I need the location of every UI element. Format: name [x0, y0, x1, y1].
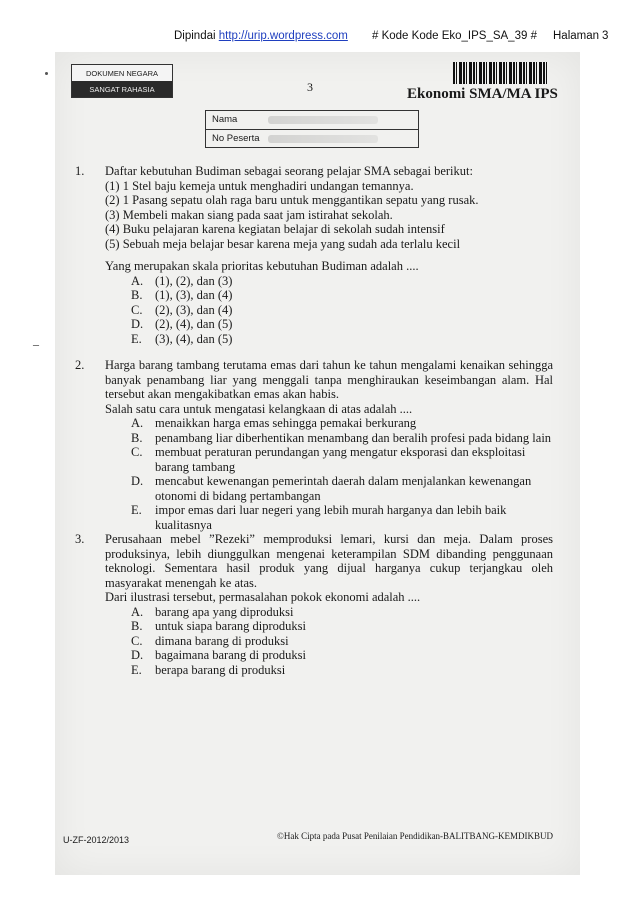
- option-letter: E.: [131, 331, 142, 346]
- need-list: [105, 179, 553, 252]
- question-number: 2.: [75, 358, 85, 372]
- name-label: Nama: [212, 114, 238, 125]
- participant-redacted: [268, 135, 378, 143]
- option-text: mencabut kewenangan pemerintah daerah dalam menjalankan kewenangan otonomi di bidang pertambangan: [155, 474, 532, 503]
- answer-option[interactable]: [105, 303, 553, 318]
- option-letter: A.: [131, 273, 144, 288]
- page-number: 3: [602, 30, 609, 42]
- question-prompt: Yang merupakan skala prioritas kebutuhan Budiman adalah ....: [105, 259, 419, 273]
- option-letter: E.: [131, 662, 142, 677]
- scan-speck: [45, 72, 48, 75]
- option-letter: B.: [131, 430, 143, 445]
- option-text: (1), (3), dan (4): [155, 288, 233, 302]
- list-item: (4) Buku pelajaran karena kegiatan belajar di sekolah sudah intensif: [105, 222, 445, 236]
- option-letter: D.: [131, 317, 144, 331]
- option-text: penambang liar diberhentikan menambang dan beralih profesi pada bidang lain: [155, 430, 552, 445]
- answer-option[interactable]: [105, 605, 553, 620]
- scan-page-number: 3: [307, 80, 313, 94]
- question-intro: Perusahaan mebel ”Rezeki” memproduksi lemari, kursi dan meja. Dalam proses produksinya, lebih diunggulkan mengenai keterampilan SDM dibanding penggunaan teknologi. Sementara hasil produk yang dijual harganya cukup terjangkau oleh masyarakat menengah ke atas.: [105, 532, 553, 590]
- option-letter: D.: [131, 648, 144, 662]
- answer-options: [105, 274, 553, 347]
- option-letter: D.: [131, 474, 144, 488]
- answer-option[interactable]: [105, 634, 553, 649]
- footer-copyright: ©Hak Cipta pada Pusat Penilaian Pendidikan-BALITBANG-KEMDIKBUD: [277, 831, 554, 841]
- list-item: (2) 1 Pasang sepatu olah raga baru untuk menggantikan sepatu yang rusak.: [105, 193, 479, 207]
- answer-option[interactable]: [105, 663, 553, 678]
- scan-prefix: Dipindai: [174, 30, 216, 42]
- page-label: Halaman: [553, 30, 600, 42]
- option-text: menaikkan harga emas sehingga pemakai berkurang: [155, 416, 417, 430]
- option-letter: B.: [131, 619, 143, 633]
- list-item: (3) Membeli makan siang pada saat jam istirahat sekolah.: [105, 207, 393, 222]
- option-text: berapa barang di produksi: [155, 662, 286, 677]
- classification-bottom: SANGAT RAHASIA: [72, 81, 172, 97]
- list-item: (1) 1 Stel baju kemeja untuk menghadiri undangan temannya.: [105, 178, 414, 193]
- option-text: barang apa yang diproduksi: [155, 604, 294, 619]
- option-letter: A.: [131, 604, 144, 619]
- answer-option[interactable]: [105, 474, 553, 503]
- answer-option[interactable]: [105, 332, 553, 347]
- question-intro: Daftar kebutuhan Budiman sebagai seorang pelajar SMA sebagai berikut:: [105, 164, 473, 178]
- footer-code: U-ZF-2012/2013: [63, 835, 130, 845]
- classification-box: [71, 64, 173, 98]
- option-letter: C.: [131, 445, 143, 459]
- option-text: (2), (3), dan (4): [155, 302, 233, 317]
- option-text: membuat peraturan perundangan yang mengatur eksporasi dan eksploitasi barang tambang: [155, 445, 526, 474]
- option-text: bagaimana barang di produksi: [155, 648, 306, 662]
- option-text: untuk siapa barang diproduksi: [155, 619, 307, 633]
- option-letter: C.: [131, 302, 143, 317]
- question-number: 1.: [75, 164, 85, 178]
- answer-option[interactable]: [105, 619, 553, 634]
- document-code: # Kode Kode Eko_IPS_SA_39 #: [372, 30, 537, 42]
- answer-option[interactable]: [105, 416, 553, 431]
- participant-label: No Peserta: [212, 133, 260, 144]
- scanned-page: [33, 52, 580, 875]
- margin-mark: –: [33, 337, 39, 351]
- identity-box: [205, 110, 419, 148]
- option-text: (3), (4), dan (5): [155, 331, 233, 346]
- name-row: [206, 111, 418, 129]
- option-text: (1), (2), dan (3): [155, 273, 233, 288]
- answer-option[interactable]: [105, 288, 553, 303]
- answer-option[interactable]: [105, 431, 553, 446]
- option-letter: E.: [131, 503, 142, 517]
- barcode-image: [453, 62, 549, 84]
- answer-options: [105, 605, 553, 678]
- list-item: (5) Sebuah meja belajar besar karena meja yang sudah ada terlalu kecil: [105, 236, 461, 251]
- option-text: (2), (4), dan (5): [155, 317, 233, 331]
- option-letter: B.: [131, 288, 143, 302]
- answer-option[interactable]: [105, 445, 553, 474]
- answer-option[interactable]: [105, 274, 553, 289]
- option-letter: C.: [131, 633, 143, 648]
- participant-row: [206, 129, 418, 148]
- classification-top: DOKUMEN NEGARA: [72, 65, 172, 81]
- answer-options: [105, 416, 553, 532]
- question-body: [105, 532, 553, 677]
- option-text: impor emas dari luar negeri yang lebih murah harganya dan lebih baik kualitasnya: [155, 503, 507, 532]
- answer-option[interactable]: [105, 317, 553, 332]
- subject-title: Ekonomi SMA/MA IPS: [407, 86, 558, 102]
- scan-url-link[interactable]: http://urip.wordpress.com: [218, 30, 348, 42]
- question-body: [105, 358, 553, 532]
- scan-credit: [174, 30, 348, 42]
- question-number: 3.: [75, 532, 85, 546]
- question-body: [105, 164, 553, 346]
- question-prompt: Salah satu cara untuk mengatasi kelangkaan di atas adalah ....: [105, 401, 413, 416]
- name-redacted: [268, 116, 378, 124]
- answer-option[interactable]: [105, 503, 553, 532]
- option-letter: A.: [131, 416, 144, 430]
- option-text: dimana barang di produksi: [155, 633, 289, 648]
- scan-header-bar: [0, 0, 638, 52]
- question-intro: Harga barang tambang terutama emas dari tahun ke tahun mengalami kenaikan sehingga banyak penambang liar yang menggali tanpa menghiraukan keseimbangan alam. Hal tersebut akan mengakibatkan emas akan habis.: [105, 358, 553, 401]
- question-prompt: Dari ilustrasi tersebut, permasalahan pokok ekonomi adalah ....: [105, 590, 421, 604]
- answer-option[interactable]: [105, 648, 553, 663]
